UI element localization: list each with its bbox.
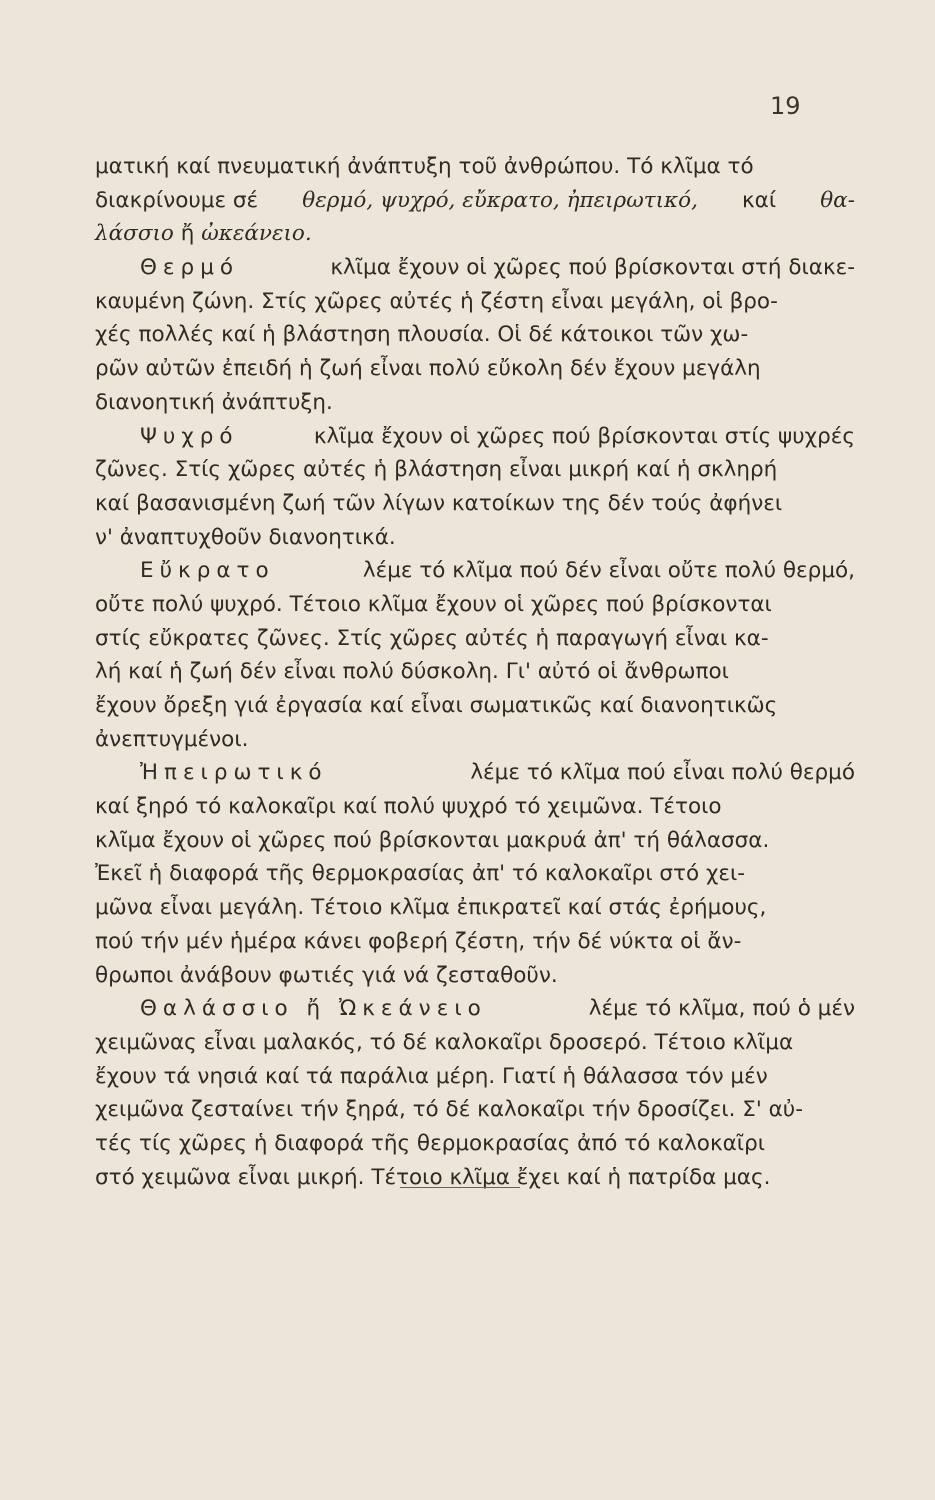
line-text: καί βασανισμένη ζωή τῶν λίγων κατοίκων της δέν τούς ἀφήνει <box>95 490 783 516</box>
text-line <box>95 655 855 689</box>
italic-terms: θερμό, ψυχρό, εὔκρατο, ἠπειρωτικό, <box>302 187 698 213</box>
text-line <box>95 521 855 555</box>
page-number: 19 <box>770 92 801 120</box>
line-text: λέμε τό κλῖμα πού εἶναι πολύ θερμό <box>470 760 855 786</box>
text-line <box>95 992 855 1026</box>
line-text: διανοητική ἀνάπτυξη. <box>95 389 333 415</box>
section-divider <box>400 1187 520 1188</box>
text-line <box>95 925 855 959</box>
paragraph-lead-term: Θερμό <box>140 255 240 281</box>
text-line <box>95 622 855 656</box>
text-line <box>95 588 855 622</box>
line-text: στό χειμῶνα εἶναι μικρή. Τέτοιο κλῖμα ἔχει καί ἡ πατρίδα μας. <box>95 1164 771 1190</box>
line-text: καί ξηρό τό καλοκαῖρι καί πολύ ψυχρό τό χειμῶνα. Τέτοιο <box>95 794 722 820</box>
line-text: θρωποι ἀνάβουν φωτιές γιά νά ζεσταθοῦν. <box>95 962 558 988</box>
text-line <box>95 1161 855 1195</box>
line-text: μῶνα εἶναι μεγάλη. Τέτοιο κλῖμα ἐπικρατεῖ καί στάς ἐρήμους, <box>95 895 767 921</box>
line-text: πού τήν μέν ἡμέρα κάνει φοβερή ζέστη, τήν δέ νύκτα οἱ ἄν- <box>95 928 742 954</box>
line-text: κλῖμα ἔχουν οἱ χῶρες πού βρίσκονται στή διακε- <box>330 255 855 281</box>
line-text: λή καί ἡ ζωή δέν εἶναι πολύ δύσκολη. Γι' αὐτό οἱ ἄνθρωποι <box>95 659 729 685</box>
text-line <box>95 251 855 285</box>
line-text: Ἐκεῖ ἡ διαφορά τῆς θερμοκρασίας ἀπ' τό καλοκαῖρι στό χει- <box>95 861 746 887</box>
text-line <box>95 790 855 824</box>
text-line <box>95 285 855 319</box>
text-line <box>95 453 855 487</box>
line-text: καυμένη ζώνη. Στίς χῶρες αὐτές ἡ ζέστη εἶναι μεγάλη, οἱ βρο- <box>95 288 778 314</box>
text-line <box>95 1060 855 1094</box>
text-line <box>95 1127 855 1161</box>
line-text: ἔχουν ὄρεξη γιά ἐργασία καί εἶναι σωματικῶς καί διανοητικῶς <box>95 693 778 718</box>
line-text: ζῶνες. Στίς χῶρες αὐτές ἡ βλάστηση εἶναι μικρή καί ἡ σκληρή <box>95 457 778 483</box>
text-line <box>95 824 855 858</box>
line-text: ματική καί πνευματική ἀνάπτυξη τοῦ ἀνθρώπου. Τό κλῖμα τό <box>95 154 754 179</box>
text-line <box>95 420 855 454</box>
paragraph-lead-term: Ψυχρό <box>140 423 239 449</box>
line-text: λέμε τό κλῖμα πού δέν εἶναι οὔτε πολύ θερμό, <box>362 558 855 584</box>
text-line <box>95 689 855 723</box>
text-line <box>95 857 855 891</box>
line-text: ἔχουν τά νησιά καί τά παράλια μέρη. Γιατί ἡ θάλασσα τόν μέν <box>95 1063 768 1089</box>
italic-term: ὠκεάνειο. <box>201 221 312 247</box>
text-line <box>95 959 855 993</box>
line-text: κλῖμα ἔχουν οἱ χῶρες πού βρίσκονται στίς ψυχρές <box>313 423 855 449</box>
text-line <box>95 318 855 352</box>
text-line <box>95 386 855 420</box>
line-text: ν' ἀναπτυχθοῦν διανοητικά. <box>95 524 396 550</box>
body-text <box>95 150 855 1194</box>
italic-term: θα- <box>820 187 855 213</box>
line-text: κλῖμα ἔχουν οἱ χῶρες πού βρίσκονται μακρυά ἀπ' τή θάλασσα. <box>95 827 770 853</box>
line-text: λέμε τό κλῖμα, πού ὁ μέν <box>588 996 855 1022</box>
text-line <box>95 352 855 386</box>
line-text: χειμῶνα ζεσταίνει τήν ξηρά, τό δέ καλοκαῖρι τήν δροσίζει. Σ' αὐ- <box>95 1097 803 1123</box>
italic-term: λάσσιο <box>95 221 174 247</box>
text-line <box>95 487 855 521</box>
text-line <box>95 723 855 757</box>
line-text: χές πολλές καί ἡ βλάστηση πλουσία. Οἱ δέ κάτοικοι τῶν χω- <box>95 322 749 348</box>
text-line <box>95 1093 855 1127</box>
line-text: χειμῶνας εἶναι μαλακός, τό δέ καλοκαῖρι δροσερό. Τέτοιο κλῖμα <box>95 1029 794 1055</box>
text-line <box>95 184 855 218</box>
text-line <box>95 891 855 925</box>
text-line <box>95 756 855 790</box>
line-text: στίς εὔκρατες ζῶνες. Στίς χῶρες αὐτές ἡ παραγωγή εἶναι κα- <box>95 625 769 651</box>
line-text: καί <box>742 187 777 213</box>
line-text: ρῶν αὐτῶν ἐπειδή ἡ ζωή εἶναι πολύ εὔκολη δέν ἔχουν μεγάλη <box>95 356 761 382</box>
paragraph-lead-term: Εὔκρατο <box>140 558 275 584</box>
line-text: ἀνεπτυγμένοι. <box>95 726 249 752</box>
paragraph-lead-term: Θαλάσσιο ἤ Ὠκεάνειο <box>140 996 487 1022</box>
text-line <box>95 217 855 251</box>
paragraph-lead-term: Ἠπειρωτικό <box>140 760 328 786</box>
text-line <box>95 1026 855 1060</box>
line-text: διακρίνουμε σέ <box>95 187 259 213</box>
line-text: ἤ <box>180 221 195 247</box>
text-line <box>95 150 855 184</box>
line-text: τές τίς χῶρες ἡ διαφορά τῆς θερμοκρασίας ἀπό τό καλοκαῖρι <box>95 1130 765 1156</box>
line-text: οὔτε πολύ ψυχρό. Τέτοιο κλῖμα ἔχουν οἱ χῶρες πού βρίσκονται <box>95 591 772 617</box>
text-line <box>95 554 855 588</box>
